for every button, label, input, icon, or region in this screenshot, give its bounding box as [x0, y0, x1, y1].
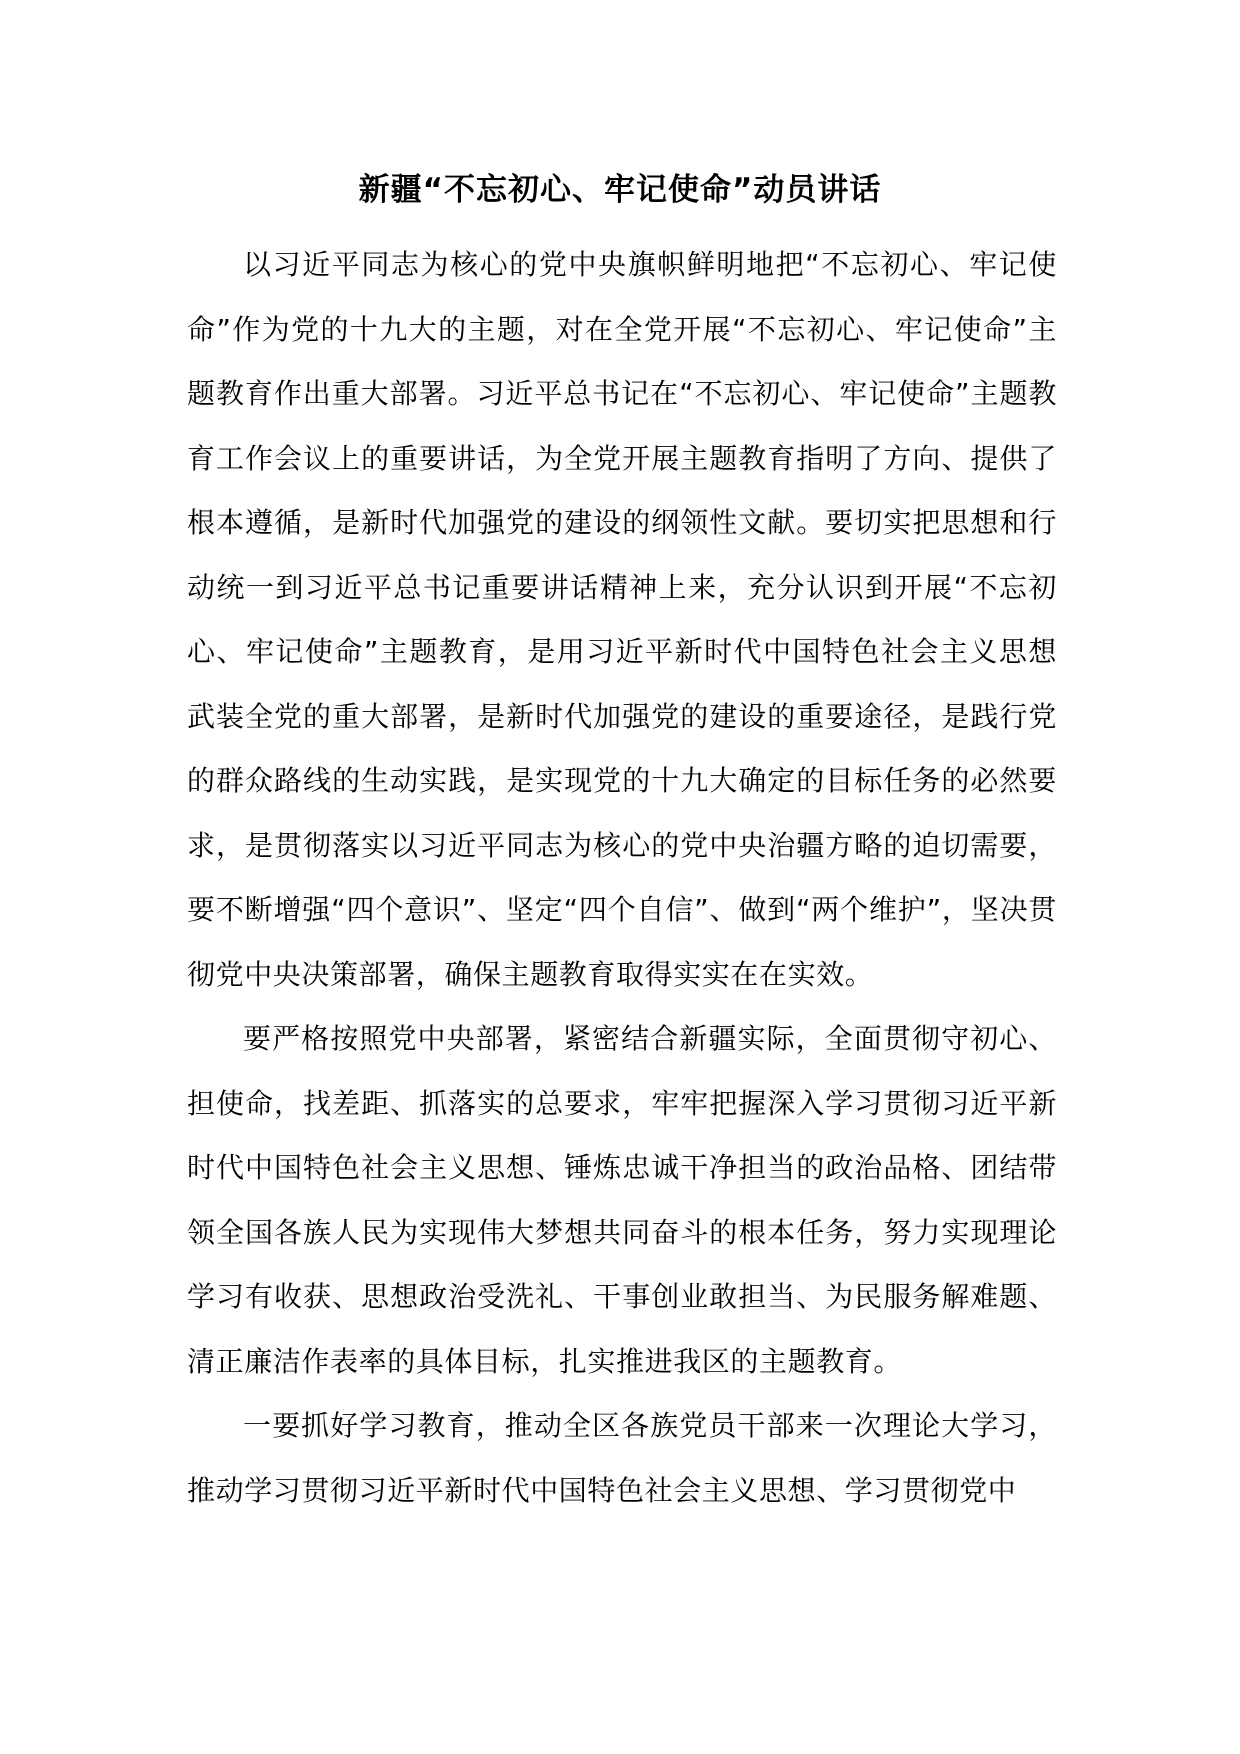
paragraph-2: 要严格按照党中央部署，紧密结合新疆实际，全面贯彻守初心、担使命，找差距、抓落实的总要求，牢牢把握深入学习贯彻习近平新时代中国特色社会主义思想、锤炼忠诚干净担当的政治品格、团结带领全国各族人民为实现伟大梦想共同奋斗的根本任务，努力实现理论学习有收获、思想政治受洗礼、干事创业敢担当、为民服务解难题、清正廉洁作表率的具体目标，扎实推进我区的主题教育。: [187, 1022, 1057, 1378]
document-title: 新疆“不忘初心、牢记使命”动员讲话: [358, 172, 882, 208]
document-body: [187, 233, 1057, 1523]
paragraph-1: 以习近平同志为核心的党中央旗帜鲜明地把“不忘初心、牢记使命”作为党的十九大的主题，对在全党开展“不忘初心、牢记使命”主题教育作出重大部署。习近平总书记在“不忘初心、牢记使命”主题教育工作会议上的重要讲话，为全党开展主题教育指明了方向、提供了根本遵循，是新时代加强党的建设的纲领性文献。要切实把思想和行动统一到习近平总书记重要讲话精神上来，充分认识到开展“不忘初心、牢记使命”主题教育，是用习近平新时代中国特色社会主义思想武装全党的重大部署，是新时代加强党的建设的重要途径，是践行党的群众路线的生动实践，是实现党的十九大确定的目标任务的必然要求，是贯彻落实以习近平同志为核心的党中央治疆方略的迫切需要，要不断增强“四个意识”、坚定“四个自信”、做到“两个维护”，坚决贯彻党中央决策部署，确保主题教育取得实实在在实效。: [187, 248, 1057, 991]
paragraph-3: 一要抓好学习教育，推动全区各族党员干部来一次理论大学习，推动学习贯彻习近平新时代中国特色社会主义思想、学习贯彻党中: [187, 1409, 1057, 1507]
